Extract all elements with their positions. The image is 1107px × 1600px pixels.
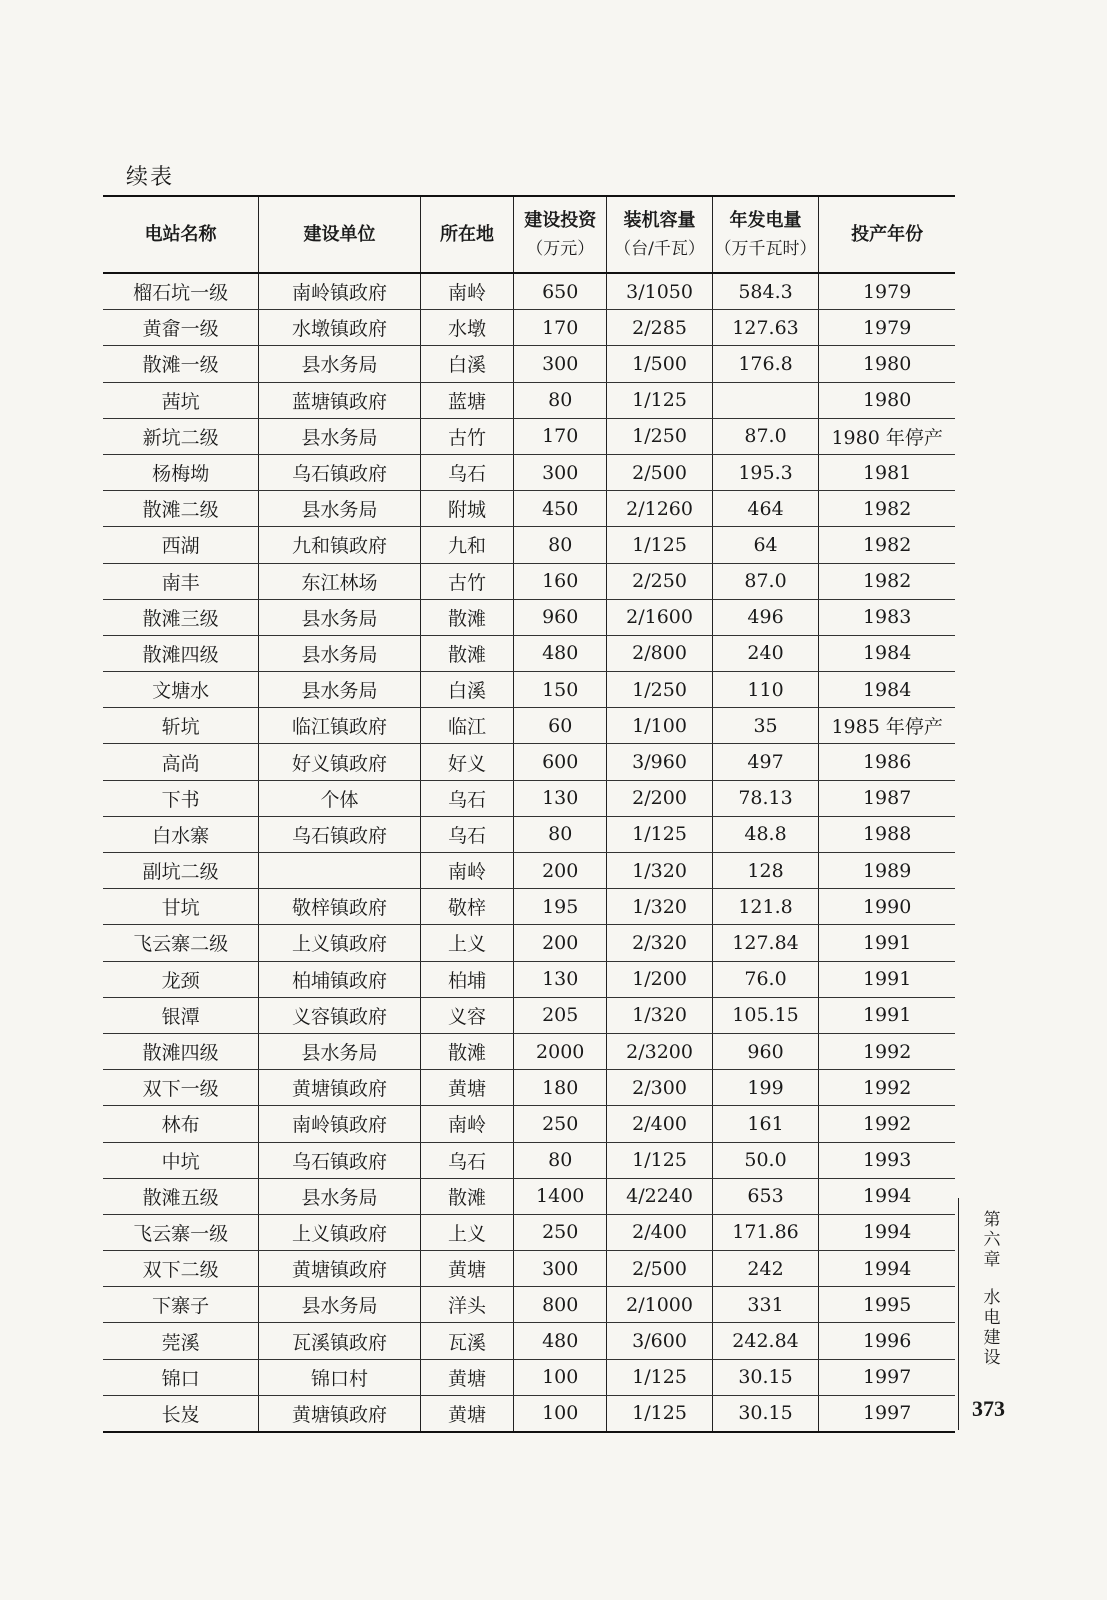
cell-start-year: 1979 [819,273,955,310]
cell-capacity: 2/400 [607,1214,712,1250]
cell-builder: 县水务局 [259,1178,421,1214]
cell-annual-output: 496 [712,599,819,635]
cell-annual-output: 35 [712,708,819,744]
cell-annual-output: 30.15 [712,1395,819,1432]
header-investment: 建设投资 （万元） [514,196,607,273]
cell-builder: 乌石镇政府 [259,1142,421,1178]
chapter-label [981,1210,1003,1368]
cell-station-name: 中坑 [103,1142,259,1178]
cell-capacity: 1/100 [607,708,712,744]
cell-station-name: 黄畲一级 [103,310,259,346]
cell-builder: 敬梓镇政府 [259,889,421,925]
cell-annual-output: 105.15 [712,997,819,1033]
cell-annual-output: 240 [712,635,819,671]
header-station-name: 电站名称 [103,196,259,273]
cell-start-year: 1979 [819,310,955,346]
table-row [103,1287,955,1323]
cell-builder: 蓝塘镇政府 [259,382,421,418]
cell-capacity: 2/320 [607,925,712,961]
cell-investment: 960 [514,599,607,635]
table-row [103,1142,955,1178]
cell-builder: 瓦溪镇政府 [259,1323,421,1359]
cell-annual-output: 161 [712,1106,819,1142]
cell-capacity: 1/500 [607,346,712,382]
cell-location: 乌石 [420,454,513,490]
table-row [103,418,955,454]
cell-location: 柏埔 [420,961,513,997]
cell-investment: 1400 [514,1178,607,1214]
table-caption: 续表 [126,165,175,190]
cell-investment: 600 [514,744,607,780]
cell-start-year: 1993 [819,1142,955,1178]
table-row [103,961,955,997]
cell-station-name: 双下二级 [103,1251,259,1287]
cell-station-name: 西湖 [103,527,259,563]
cell-annual-output: 30.15 [712,1359,819,1395]
cell-investment: 100 [514,1359,607,1395]
cell-capacity: 3/960 [607,744,712,780]
table-row [103,527,955,563]
cell-station-name: 文塘水 [103,672,259,708]
cell-capacity: 1/125 [607,1359,712,1395]
cell-capacity: 1/250 [607,672,712,708]
cell-investment: 800 [514,1287,607,1323]
cell-investment: 80 [514,382,607,418]
cell-builder: 东江林场 [259,563,421,599]
table-row [103,672,955,708]
cell-start-year: 1997 [819,1359,955,1395]
header-builder: 建设单位 [259,196,421,273]
cell-station-name: 杨梅坳 [103,454,259,490]
cell-location: 蓝塘 [420,382,513,418]
cell-location: 古竹 [420,563,513,599]
cell-station-name: 莞溪 [103,1323,259,1359]
cell-station-name: 双下一级 [103,1070,259,1106]
cell-builder: 县水务局 [259,1033,421,1069]
table-row [103,563,955,599]
cell-station-name: 榴石坑一级 [103,273,259,310]
cell-station-name: 散滩四级 [103,1033,259,1069]
cell-station-name: 散滩五级 [103,1178,259,1214]
cell-investment: 250 [514,1214,607,1250]
cell-investment: 450 [514,491,607,527]
cell-annual-output: 87.0 [712,418,819,454]
table-row [103,744,955,780]
header-location: 所在地 [420,196,513,273]
cell-builder: 南岭镇政府 [259,273,421,310]
cell-start-year: 1982 [819,563,955,599]
cell-investment: 170 [514,418,607,454]
cell-start-year: 1997 [819,1395,955,1432]
cell-location: 白溪 [420,346,513,382]
cell-start-year: 1984 [819,672,955,708]
table-row [103,816,955,852]
cell-investment: 650 [514,273,607,310]
cell-station-name: 茜坑 [103,382,259,418]
cell-start-year: 1982 [819,491,955,527]
table-row [103,1106,955,1142]
table-row [103,1359,955,1395]
cell-investment: 100 [514,1395,607,1432]
cell-location: 附城 [420,491,513,527]
cell-investment: 130 [514,780,607,816]
cell-location: 古竹 [420,418,513,454]
cell-start-year: 1981 [819,454,955,490]
cell-builder: 柏埔镇政府 [259,961,421,997]
cell-start-year: 1980 年停产 [819,418,955,454]
cell-location: 水墩 [420,310,513,346]
cell-builder: 县水务局 [259,491,421,527]
cell-annual-output: 199 [712,1070,819,1106]
cell-annual-output: 195.3 [712,454,819,490]
cell-investment: 195 [514,889,607,925]
cell-investment: 80 [514,527,607,563]
table-row [103,491,955,527]
cell-annual-output: 121.8 [712,889,819,925]
cell-location: 上义 [420,1214,513,1250]
cell-capacity: 3/600 [607,1323,712,1359]
cell-investment: 180 [514,1070,607,1106]
cell-builder [259,853,421,889]
cell-investment: 200 [514,925,607,961]
cell-capacity: 2/200 [607,780,712,816]
cell-capacity: 2/1260 [607,491,712,527]
cell-location: 洋头 [420,1287,513,1323]
cell-location: 南岭 [420,853,513,889]
table-row [103,1251,955,1287]
table-row [103,708,955,744]
cell-location: 散滩 [420,1033,513,1069]
cell-location: 乌石 [420,780,513,816]
cell-builder: 个体 [259,780,421,816]
cell-builder: 黄塘镇政府 [259,1395,421,1432]
cell-station-name: 锦口 [103,1359,259,1395]
cell-station-name: 南丰 [103,563,259,599]
cell-annual-output: 960 [712,1033,819,1069]
cell-start-year: 1994 [819,1178,955,1214]
cell-capacity: 2/285 [607,310,712,346]
table-row [103,889,955,925]
cell-start-year: 1991 [819,925,955,961]
cell-start-year: 1991 [819,997,955,1033]
cell-capacity: 1/200 [607,961,712,997]
cell-annual-output: 127.84 [712,925,819,961]
cell-investment: 200 [514,853,607,889]
cell-location: 南岭 [420,1106,513,1142]
cell-capacity: 1/250 [607,418,712,454]
cell-builder: 好义镇政府 [259,744,421,780]
cell-station-name: 下书 [103,780,259,816]
table-row [103,997,955,1033]
cell-station-name: 银潭 [103,997,259,1033]
cell-location: 黄塘 [420,1251,513,1287]
cell-start-year: 1987 [819,780,955,816]
table-row [103,454,955,490]
cell-investment: 80 [514,816,607,852]
cell-annual-output: 331 [712,1287,819,1323]
cell-builder: 县水务局 [259,635,421,671]
cell-capacity: 2/3200 [607,1033,712,1069]
cell-location: 敬梓 [420,889,513,925]
cell-station-name: 散滩一级 [103,346,259,382]
cell-start-year: 1994 [819,1251,955,1287]
cell-investment: 60 [514,708,607,744]
chapter-number: 第六章 [983,1210,1001,1270]
cell-station-name: 副坑二级 [103,853,259,889]
cell-start-year: 1996 [819,1323,955,1359]
cell-start-year: 1992 [819,1070,955,1106]
cell-annual-output: 110 [712,672,819,708]
cell-start-year: 1980 [819,346,955,382]
cell-station-name: 飞云寨二级 [103,925,259,961]
cell-capacity: 2/500 [607,1251,712,1287]
cell-builder: 乌石镇政府 [259,816,421,852]
cell-station-name: 高尚 [103,744,259,780]
cell-builder: 黄塘镇政府 [259,1251,421,1287]
cell-capacity: 2/1000 [607,1287,712,1323]
cell-annual-output: 242 [712,1251,819,1287]
cell-investment: 170 [514,310,607,346]
cell-annual-output: 48.8 [712,816,819,852]
cell-annual-output: 584.3 [712,273,819,310]
cell-capacity: 1/125 [607,527,712,563]
cell-station-name: 新坑二级 [103,418,259,454]
cell-builder: 临江镇政府 [259,708,421,744]
cell-station-name: 白水寨 [103,816,259,852]
cell-station-name: 飞云寨一级 [103,1214,259,1250]
cell-start-year: 1989 [819,853,955,889]
table-row [103,599,955,635]
cell-annual-output: 464 [712,491,819,527]
cell-start-year: 1990 [819,889,955,925]
cell-investment: 250 [514,1106,607,1142]
cell-start-year: 1995 [819,1287,955,1323]
cell-investment: 480 [514,1323,607,1359]
cell-location: 散滩 [420,635,513,671]
cell-location: 黄塘 [420,1359,513,1395]
cell-location: 九和 [420,527,513,563]
cell-location: 好义 [420,744,513,780]
table-row [103,273,955,310]
table-row [103,1214,955,1250]
table-body [103,273,955,1432]
cell-annual-output: 50.0 [712,1142,819,1178]
cell-start-year: 1984 [819,635,955,671]
hydropower-stations-table [103,195,955,1433]
cell-station-name: 散滩三级 [103,599,259,635]
cell-annual-output: 76.0 [712,961,819,997]
cell-start-year: 1992 [819,1106,955,1142]
cell-builder: 县水务局 [259,599,421,635]
cell-capacity: 2/1600 [607,599,712,635]
cell-station-name: 斩坑 [103,708,259,744]
cell-capacity: 2/250 [607,563,712,599]
header-capacity: 装机容量 （台/千瓦） [607,196,712,273]
cell-annual-output: 171.86 [712,1214,819,1250]
cell-station-name: 下寨子 [103,1287,259,1323]
cell-capacity: 1/320 [607,889,712,925]
cell-station-name: 甘坑 [103,889,259,925]
page-number: 373 [972,1396,1005,1421]
cell-annual-output: 64 [712,527,819,563]
cell-annual-output: 127.63 [712,310,819,346]
header-annual-output: 年发电量 （万千瓦时） [712,196,819,273]
cell-investment: 300 [514,454,607,490]
cell-location: 上义 [420,925,513,961]
cell-location: 白溪 [420,672,513,708]
cell-capacity: 1/125 [607,816,712,852]
cell-start-year: 1980 [819,382,955,418]
cell-capacity: 2/800 [607,635,712,671]
table-row [103,310,955,346]
cell-builder: 锦口村 [259,1359,421,1395]
cell-capacity: 1/125 [607,1395,712,1432]
table-row [103,780,955,816]
cell-capacity: 2/400 [607,1106,712,1142]
cell-location: 瓦溪 [420,1323,513,1359]
cell-builder: 县水务局 [259,672,421,708]
cell-annual-output: 78.13 [712,780,819,816]
cell-investment: 150 [514,672,607,708]
cell-start-year: 1983 [819,599,955,635]
table-row [103,635,955,671]
table-row [103,925,955,961]
cell-annual-output: 128 [712,853,819,889]
table-row [103,1323,955,1359]
cell-location: 黄塘 [420,1070,513,1106]
cell-builder: 南岭镇政府 [259,1106,421,1142]
header-start-year: 投产年份 [819,196,955,273]
cell-capacity: 1/320 [607,853,712,889]
cell-investment: 80 [514,1142,607,1178]
cell-investment: 2000 [514,1033,607,1069]
section-title: 水电建设 [983,1288,1001,1368]
cell-builder: 县水务局 [259,1287,421,1323]
cell-start-year: 1982 [819,527,955,563]
table-row [103,1395,955,1432]
cell-annual-output: 497 [712,744,819,780]
table-row [103,382,955,418]
cell-annual-output: 176.8 [712,346,819,382]
cell-builder: 水墩镇政府 [259,310,421,346]
cell-builder: 黄塘镇政府 [259,1070,421,1106]
cell-builder: 乌石镇政府 [259,454,421,490]
cell-station-name: 龙颈 [103,961,259,997]
cell-capacity: 4/2240 [607,1178,712,1214]
cell-capacity: 2/300 [607,1070,712,1106]
table-row [103,853,955,889]
cell-capacity: 1/125 [607,382,712,418]
cell-capacity: 1/320 [607,997,712,1033]
cell-capacity: 1/125 [607,1142,712,1178]
table-row [103,1178,955,1214]
cell-investment: 160 [514,563,607,599]
cell-builder: 县水务局 [259,346,421,382]
cell-location: 临江 [420,708,513,744]
table-row [103,1033,955,1069]
cell-start-year: 1985 年停产 [819,708,955,744]
cell-annual-output: 87.0 [712,563,819,599]
cell-location: 散滩 [420,1178,513,1214]
cell-investment: 205 [514,997,607,1033]
cell-location: 义容 [420,997,513,1033]
cell-builder: 县水务局 [259,418,421,454]
cell-builder: 义容镇政府 [259,997,421,1033]
cell-location: 黄塘 [420,1395,513,1432]
cell-location: 乌石 [420,816,513,852]
table-row [103,1070,955,1106]
cell-capacity: 2/500 [607,454,712,490]
cell-capacity: 3/1050 [607,273,712,310]
cell-annual-output [712,382,819,418]
cell-investment: 300 [514,346,607,382]
cell-builder: 上义镇政府 [259,925,421,961]
cell-location: 乌石 [420,1142,513,1178]
cell-start-year: 1991 [819,961,955,997]
table-header-row [103,196,955,273]
cell-start-year: 1988 [819,816,955,852]
cell-investment: 130 [514,961,607,997]
cell-start-year: 1986 [819,744,955,780]
cell-annual-output: 242.84 [712,1323,819,1359]
cell-investment: 300 [514,1251,607,1287]
table-row [103,346,955,382]
cell-location: 散滩 [420,599,513,635]
cell-investment: 480 [514,635,607,671]
cell-annual-output: 653 [712,1178,819,1214]
cell-station-name: 散滩四级 [103,635,259,671]
cell-start-year: 1992 [819,1033,955,1069]
cell-builder: 上义镇政府 [259,1214,421,1250]
cell-station-name: 长岌 [103,1395,259,1432]
cell-builder: 九和镇政府 [259,527,421,563]
cell-location: 南岭 [420,273,513,310]
cell-station-name: 林布 [103,1106,259,1142]
cell-station-name: 散滩二级 [103,491,259,527]
cell-start-year: 1994 [819,1214,955,1250]
